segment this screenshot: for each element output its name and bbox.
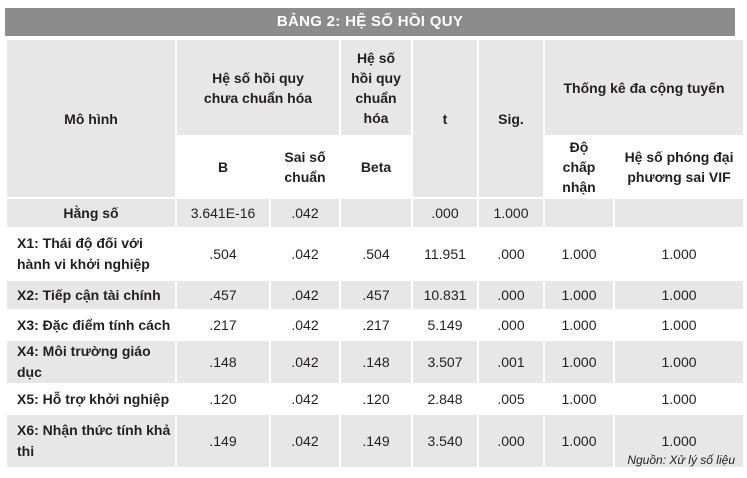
source-note: Nguồn: Xử lý số liệu bbox=[627, 453, 735, 467]
cell-vif: 1.000 bbox=[615, 385, 743, 413]
table-row bbox=[7, 385, 743, 413]
header-sig: Sig. bbox=[479, 40, 543, 197]
cell-se: .042 bbox=[271, 385, 339, 413]
cell-t: 3.540 bbox=[413, 415, 477, 467]
cell-tolerance: 1.000 bbox=[545, 385, 613, 413]
cell-sig: .000 bbox=[479, 415, 543, 467]
row-name: X3: Đặc điểm tính cách bbox=[7, 311, 175, 339]
cell-b: .149 bbox=[177, 415, 269, 467]
row-name: Hằng số bbox=[7, 199, 175, 227]
cell-sig: .000 bbox=[479, 229, 543, 279]
table-title: BẢNG 2: HỆ SỐ HỒI QUY bbox=[5, 8, 735, 36]
row-name: X6: Nhận thức tính khả thi bbox=[7, 415, 175, 467]
cell-se: .042 bbox=[271, 341, 339, 383]
header-beta: Beta bbox=[341, 137, 411, 197]
header-se: Sai số chuẩn bbox=[271, 137, 339, 197]
cell-vif: 1.000 bbox=[615, 415, 743, 467]
cell-beta: .457 bbox=[341, 281, 411, 309]
cell-t: 5.149 bbox=[413, 311, 477, 339]
cell-vif: 1.000 bbox=[615, 311, 743, 339]
cell-b: .504 bbox=[177, 229, 269, 279]
row-name: X5: Hỗ trợ khởi nghiệp bbox=[7, 385, 175, 413]
cell-beta: .504 bbox=[341, 229, 411, 279]
cell-sig: .000 bbox=[479, 281, 543, 309]
cell-se: .042 bbox=[271, 229, 339, 279]
cell-sig: .005 bbox=[479, 385, 543, 413]
header-vif: Hệ số phóng đại phương sai VIF bbox=[615, 137, 743, 197]
cell-beta bbox=[341, 199, 411, 227]
table-row bbox=[7, 341, 743, 383]
cell-vif: 1.000 bbox=[615, 281, 743, 309]
cell-t: 3.507 bbox=[413, 341, 477, 383]
header-t: t bbox=[413, 40, 477, 197]
cell-vif bbox=[615, 199, 743, 227]
cell-tolerance: 1.000 bbox=[545, 229, 613, 279]
cell-tolerance: 1.000 bbox=[545, 415, 613, 467]
table-row bbox=[7, 281, 743, 309]
cell-t: 10.831 bbox=[413, 281, 477, 309]
cell-beta: .148 bbox=[341, 341, 411, 383]
cell-t: 11.951 bbox=[413, 229, 477, 279]
cell-tolerance: 1.000 bbox=[545, 311, 613, 339]
cell-t: .000 bbox=[413, 199, 477, 227]
cell-se: .042 bbox=[271, 281, 339, 309]
table-row bbox=[7, 199, 743, 227]
row-name: X2: Tiếp cận tài chính bbox=[7, 281, 175, 309]
cell-tolerance: 1.000 bbox=[545, 341, 613, 383]
cell-se: .042 bbox=[271, 311, 339, 339]
cell-b: .457 bbox=[177, 281, 269, 309]
cell-sig: .001 bbox=[479, 341, 543, 383]
header-model: Mô hình bbox=[7, 40, 175, 197]
cell-b: .120 bbox=[177, 385, 269, 413]
header-b: B bbox=[177, 137, 269, 197]
cell-vif: 1.000 bbox=[615, 229, 743, 279]
cell-beta: .149 bbox=[341, 415, 411, 467]
header-tolerance: Độ chấp nhận bbox=[545, 137, 613, 197]
cell-se: .042 bbox=[271, 199, 339, 227]
row-name: X4: Môi trường giáo dục bbox=[7, 341, 175, 383]
cell-b: .217 bbox=[177, 311, 269, 339]
header-standardized: Hệ số hồi quy chuẩn hóa bbox=[341, 40, 411, 135]
cell-sig: 1.000 bbox=[479, 199, 543, 227]
cell-vif: 1.000 bbox=[615, 341, 743, 383]
table-row bbox=[7, 229, 743, 279]
cell-b: 3.641E-16 bbox=[177, 199, 269, 227]
table-row bbox=[7, 311, 743, 339]
cell-beta: .217 bbox=[341, 311, 411, 339]
header-unstandardized: Hệ số hồi quy chưa chuẩn hóa bbox=[177, 40, 339, 135]
cell-se: .042 bbox=[271, 415, 339, 467]
regression-table bbox=[5, 38, 745, 469]
cell-sig: .000 bbox=[479, 311, 543, 339]
cell-tolerance bbox=[545, 199, 613, 227]
header-collinearity: Thống kê đa cộng tuyến bbox=[545, 40, 743, 135]
cell-b: .148 bbox=[177, 341, 269, 383]
cell-t: 2.848 bbox=[413, 385, 477, 413]
cell-beta: .120 bbox=[341, 385, 411, 413]
cell-tolerance: 1.000 bbox=[545, 281, 613, 309]
row-name: X1: Thái độ đối với hành vi khởi nghiệp bbox=[7, 229, 175, 279]
